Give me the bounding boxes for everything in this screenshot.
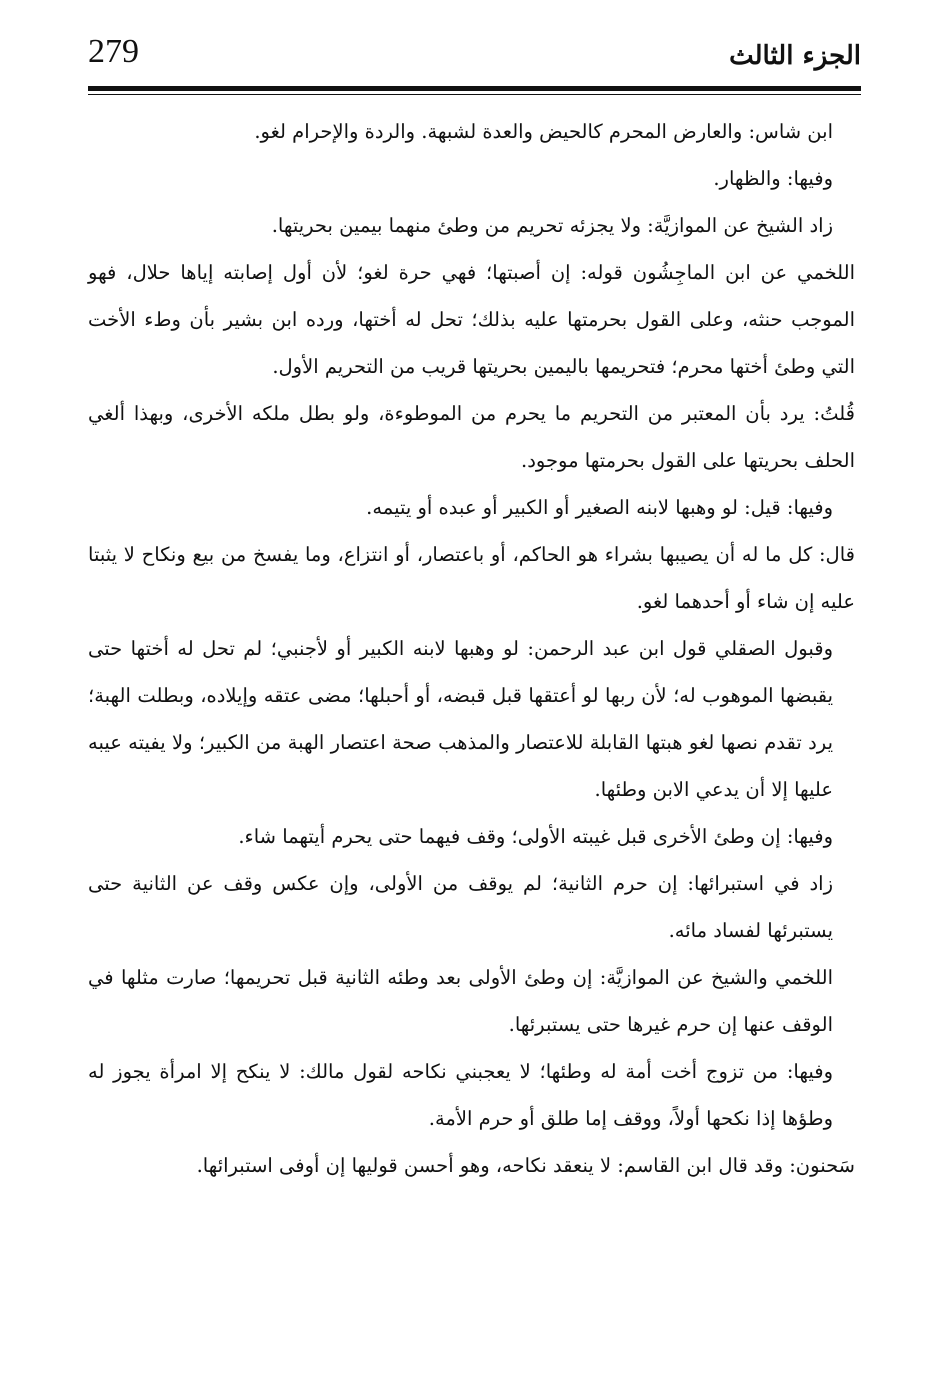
paragraph: وقبول الصقلي قول ابن عبد الرحمن: لو وهبها لابنه الكبير أو لأجنبي؛ لم تحل له أختها حتى يقبضها الموهوب له؛ لأن ربها لو أعتقها قبل قبضه، أو أحبلها؛ مضى عتقه وإيلاده، وبطلت الهبة؛ يرد تقدم نصها لغو هبتها القابلة للاعتصار والمذهب صحة اعتصار الهبة من الكبير؛ ولا يفيته عيبه عليها إلا أن يدعي الابن وطئها. (88, 637, 833, 801)
paragraph: زاد الشيخ عن الموازيَّة: ولا يجزئه تحريم من وطئ منهما بيمين بحريتها. (271, 214, 833, 237)
paragraph: اللخمي عن ابن الماجِشُون قوله: إن أصبتها؛ فهي حرة لغو؛ لأن أول إصابته إياها حلال، فهو الموجب حنثه، وعلى القول بحرمتها عليه بذلك؛ تحل له أختها، ورده ابن بشير بأن وطء الأخت التي وطئ أختها محرم؛ فتحريمها باليمين بحريتها قريب من التحريم الأول. (88, 261, 855, 378)
running-title: الجزء الثالث (729, 41, 861, 71)
paragraph: اللخمي والشيخ عن الموازيَّة: إن وطئ الأولى بعد وطئه الثانية قبل تحريمها؛ صارت مثلها في الوقف عنها إن حرم غيرها حتى يستبرئها. (88, 966, 833, 1036)
page-header (88, 30, 861, 88)
page-number: 279 (88, 33, 139, 70)
paragraph: زاد في استبرائها: إن حرم الثانية؛ لم يوقف من الأولى، وإن عكس وقف عن الثانية حتى يستبرئها لفساد مائه. (88, 872, 833, 942)
paragraph: قُلتُ: يرد بأن المعتبر من التحريم ما يحرم من الموطوءة، ولو بطل ملكه الأخرى، وبهذا ألغي الحلف بحريتها على القول بحرمتها موجود. (88, 402, 855, 472)
header-rule-thin (88, 94, 861, 95)
paragraph: وفيها: إن وطئ الأخرى قبل غيبته الأولى؛ وقف فيهما حتى يحرم أيتهما شاء. (238, 825, 833, 848)
body-text (88, 108, 855, 1189)
paragraph: وفيها: من تزوج أخت أمة له وطئها؛ لا يعجبني نكاحه لقول مالك: لا ينكح إلا امرأة يجوز له وطؤها إذا نكحها أولاً، ووقف إما طلق أو حرم الأمة. (88, 1060, 833, 1130)
paragraph: وفيها: والظهار. (713, 167, 833, 190)
header-rule-thick (88, 86, 861, 91)
paragraph: سَحنون: وقد قال ابن القاسم: لا ينعقد نكاحه، وهو أحسن قوليها إن أوفى استبرائها. (196, 1154, 855, 1177)
paragraph: وفيها: قيل: لو وهبها لابنه الصغير أو الكبير أو عبده أو يتيمه. (366, 496, 833, 519)
paragraph: قال: كل ما له أن يصيبها بشراء هو الحاكم، أو باعتصار، أو انتزاع، وما يفسخ من بيع ونكاح لا يثبتا عليه إن شاء أو أحدهما لغو. (88, 543, 855, 613)
paragraph: ابن شاس: والعارض المحرم كالحيض والعدة لشبهة. والردة والإحرام لغو. (254, 120, 833, 143)
